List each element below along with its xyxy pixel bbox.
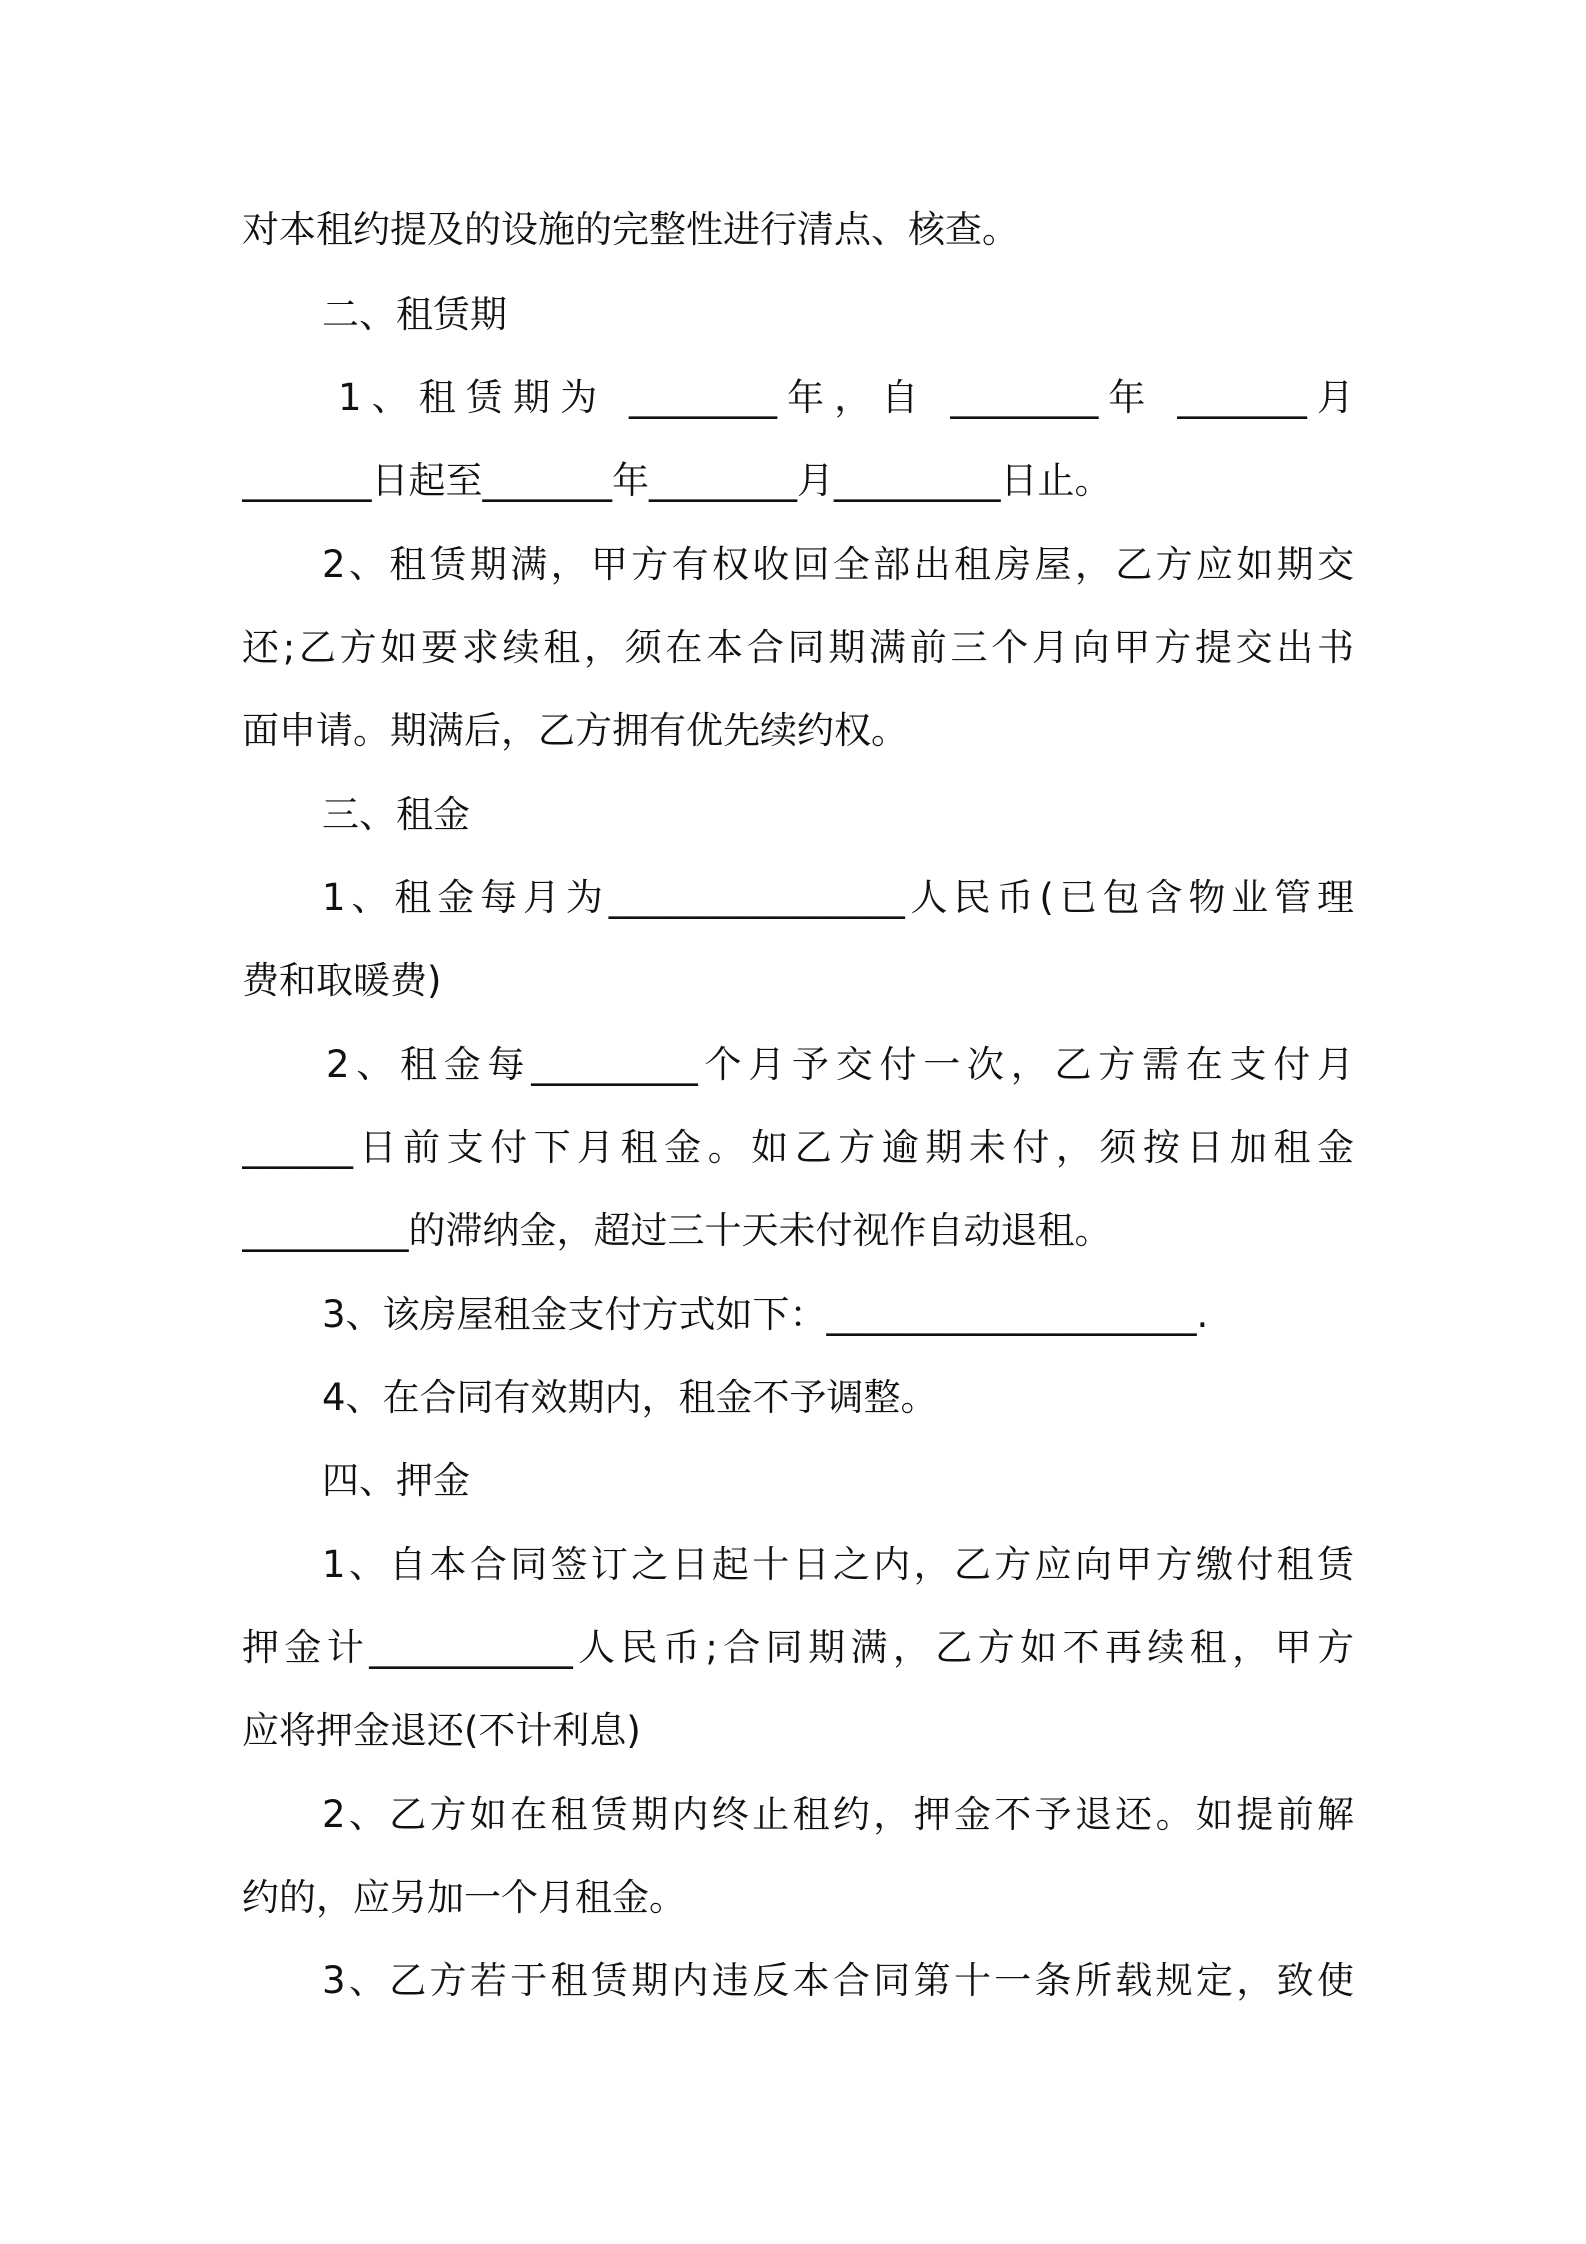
- section-heading-rent: 三、租金: [322, 793, 470, 836]
- text-line-20: 2、乙方如在租赁期内终止租约，押金不予退还。如提前解: [322, 1793, 1354, 1836]
- text-line-7: 面申请。期满后，乙方拥有优先续约权。: [242, 709, 908, 752]
- text-line-4: _______日起至_______年________月_________日止。: [242, 459, 1112, 502]
- text-line-17: 1、自本合同签订之日起十日之内，乙方应向甲方缴付租赁: [322, 1543, 1354, 1586]
- text-line-1: 对本租约提及的设施的完整性进行清点、核查。: [242, 208, 1019, 251]
- text-line-10: 费和取暖费): [242, 959, 442, 1002]
- text-line-12: ______日前支付下月租金。如乙方逾期未付，须按日加租金: [242, 1126, 1354, 1169]
- text-line-9: 1、租金每月为________________人民币(已包含物业管理: [322, 876, 1354, 919]
- text-line-18: 押金计___________人民币;合同期满，乙方如不再续租，甲方: [242, 1626, 1354, 1669]
- text-line-14: 3、该房屋租金支付方式如下：____________________.: [322, 1293, 1209, 1336]
- text-line-15: 4、在合同有效期内，租金不予调整。: [322, 1376, 938, 1419]
- text-line-19: 应将押金退还(不计利息): [242, 1709, 641, 1752]
- text-line-13: _________的滞纳金，超过三十天未付视作自动退租。: [242, 1209, 1112, 1252]
- text-line-6: 还;乙方如要求续租，须在本合同期满前三个月向甲方提交出书: [242, 626, 1354, 669]
- text-line-5: 2、租赁期满，甲方有权收回全部出租房屋，乙方应如期交: [322, 543, 1354, 586]
- text-line-3: 1、租赁期为 ________年，自 ________年 _______月: [338, 376, 1354, 419]
- section-heading-deposit: 四、押金: [322, 1459, 470, 1502]
- text-line-21: 约的，应另加一个月租金。: [242, 1876, 686, 1919]
- text-line-22: 3、乙方若于租赁期内违反本合同第十一条所载规定，致使: [322, 1959, 1354, 2002]
- text-line-11: 2、租金每_________个月予交付一次，乙方需在支付月: [326, 1043, 1354, 1086]
- section-heading-lease-term: 二、租赁期: [322, 293, 507, 336]
